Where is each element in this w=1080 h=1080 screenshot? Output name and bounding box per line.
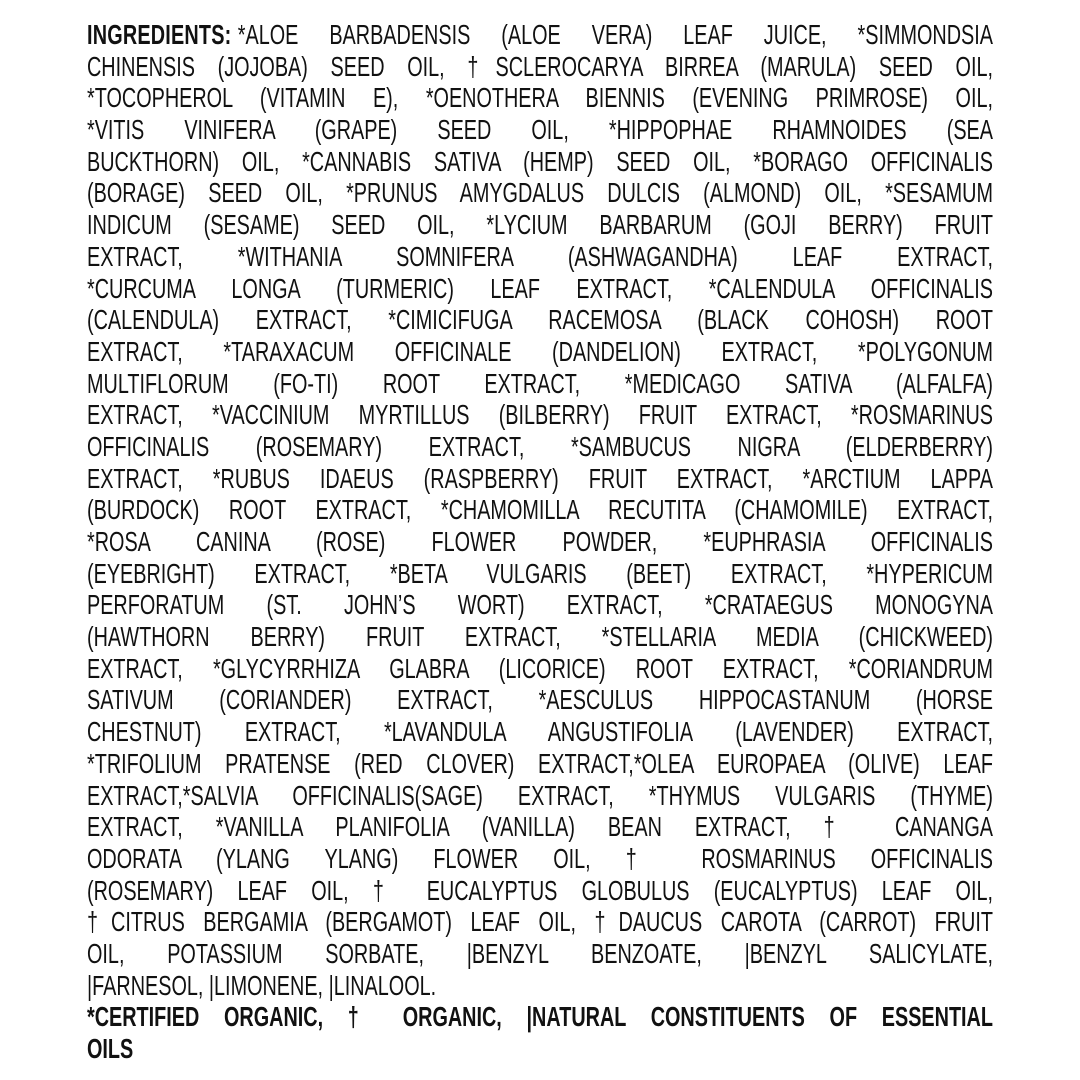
ingredients-line: ODORATA (YLANG YLANG) FLOWER OIL, † ROSMARINUS OFFICINALIS [87,842,993,874]
ingredients-line: (ROSEMARY) LEAF OIL, † EUCALYPTUS GLOBULUS (EUCALYPTUS) LEAF OIL, [87,874,993,906]
ingredients-text-block [87,19,993,1065]
ingredients-line: |FARNESOL, |LIMONENE, |LINALOOL. [87,969,437,1001]
ingredients-line: BUCKTHORN) OIL, *CANNABIS SATIVA (HEMP) SEED OIL, *BORAGO OFFICINALIS [87,145,993,177]
ingredients-line: †CITRUS BERGAMIA (BERGAMOT) LEAF OIL, †DAUCUS CAROTA (CARROT) FRUIT [87,906,993,938]
ingredients-line: (EYEBRIGHT) EXTRACT, *BETA VULGARIS (BEET) EXTRACT, *HYPERICUM [87,557,993,589]
ingredients-line: EXTRACT, *WITHANIA SOMNIFERA (ASHWAGANDHA) LEAF EXTRACT, [87,240,993,272]
certification-footnote [87,1001,993,1064]
ingredients-line: EXTRACT, *VACCINIUM MYRTILLUS (BILBERRY) FRUIT EXTRACT, *ROSMARINUS [87,399,993,431]
footnote-line: *CERTIFIED ORGANIC, † ORGANIC, |NATURAL CONSTITUENTS OF ESSENTIAL [87,1001,993,1033]
ingredients-heading: INGREDIENTS: [87,19,232,50]
ingredients-line: INDICUM (SESAME) SEED OIL, *LYCIUM BARBARUM (GOJI BERRY) FRUIT [87,209,993,241]
ingredients-line: CHINENSIS (JOJOBA) SEED OIL, †SCLEROCARYA BIRREA (MARULA) SEED OIL, [87,50,993,82]
ingredients-line: OIL, POTASSIUM SORBATE, |BENZYL BENZOATE, |BENZYL SALICYLATE, [87,937,993,969]
ingredients-line: *ROSA CANINA (ROSE) FLOWER POWDER, *EUPHRASIA OFFICINALIS [87,526,993,557]
ingredients-line: EXTRACT, *TARAXACUM OFFICINALE (DANDELION) EXTRACT, *POLYGONUM [87,335,993,367]
ingredients-line: OFFICINALIS (ROSEMARY) EXTRACT, *SAMBUCUS NIGRA (ELDERBERRY) [87,430,993,462]
ingredients-line: *TOCOPHEROL (VITAMIN E), *OENOTHERA BIENNIS (EVENING PRIMROSE) OIL, [87,82,993,114]
ingredients-line: CHESTNUT) EXTRACT, *LAVANDULA ANGUSTIFOLIA (LAVENDER) EXTRACT, [87,716,993,748]
ingredients-line: *VITIS VINIFERA (GRAPE) SEED OIL, *HIPPOPHAE RHAMNOIDES (SEA [87,114,993,146]
ingredients-line: (BORAGE) SEED OIL, *PRUNUS AMYGDALUS DULCIS (ALMOND) OIL, *SESAMUM [87,177,993,209]
ingredients-line: MULTIFLORUM (FO-TI) ROOT EXTRACT, *MEDICAGO SATIVA (ALFALFA) [87,367,993,399]
ingredients-line: PERFORATUM (ST. JOHN’S WORT) EXTRACT, *CRATAEGUS MONOGYNA [87,589,993,621]
ingredients-label [87,19,993,1065]
ingredients-line: (BURDOCK) ROOT EXTRACT, *CHAMOMILLA RECUTITA (CHAMOMILE) EXTRACT, [87,494,993,526]
ingredients-line: EXTRACT,*SALVIA OFFICINALIS(SAGE) EXTRACT, *THYMUS VULGARIS (THYME) [87,779,993,811]
ingredients-line: *TRIFOLIUM PRATENSE (RED CLOVER) EXTRACT,*OLEA EUROPAEA (OLIVE) LEAF [87,747,993,779]
ingredients-line [87,19,993,51]
ingredients-line: *CURCUMA LONGA (TURMERIC) LEAF EXTRACT, *CALENDULA OFFICINALIS [87,272,993,304]
footnote-line: OILS [87,1033,134,1064]
ingredients-line: EXTRACT, *GLYCYRRHIZA GLABRA (LICORICE) ROOT EXTRACT, *CORIANDRUM [87,652,993,684]
ingredients-line: EXTRACT, *VANILLA PLANIFOLIA (VANILLA) BEAN EXTRACT, † CANANGA [87,811,993,843]
ingredients-line: EXTRACT, *RUBUS IDAEUS (RASPBERRY) FRUIT EXTRACT, *ARCTIUM LAPPA [87,462,993,494]
ingredients-line: (CALENDULA) EXTRACT, *CIMICIFUGA RACEMOSA (BLACK COHOSH) ROOT [87,304,993,336]
ingredients-line: (HAWTHORN BERRY) FRUIT EXTRACT, *STELLARIA MEDIA (CHICKWEED) [87,621,993,653]
ingredients-line-text: *ALOE BARBADENSIS (ALOE VERA) LEAF JUICE, *SIMMONDSIA [237,19,993,50]
ingredients-line: SATIVUM (CORIANDER) EXTRACT, *AESCULUS HIPPOCASTANUM (HORSE [87,684,993,716]
